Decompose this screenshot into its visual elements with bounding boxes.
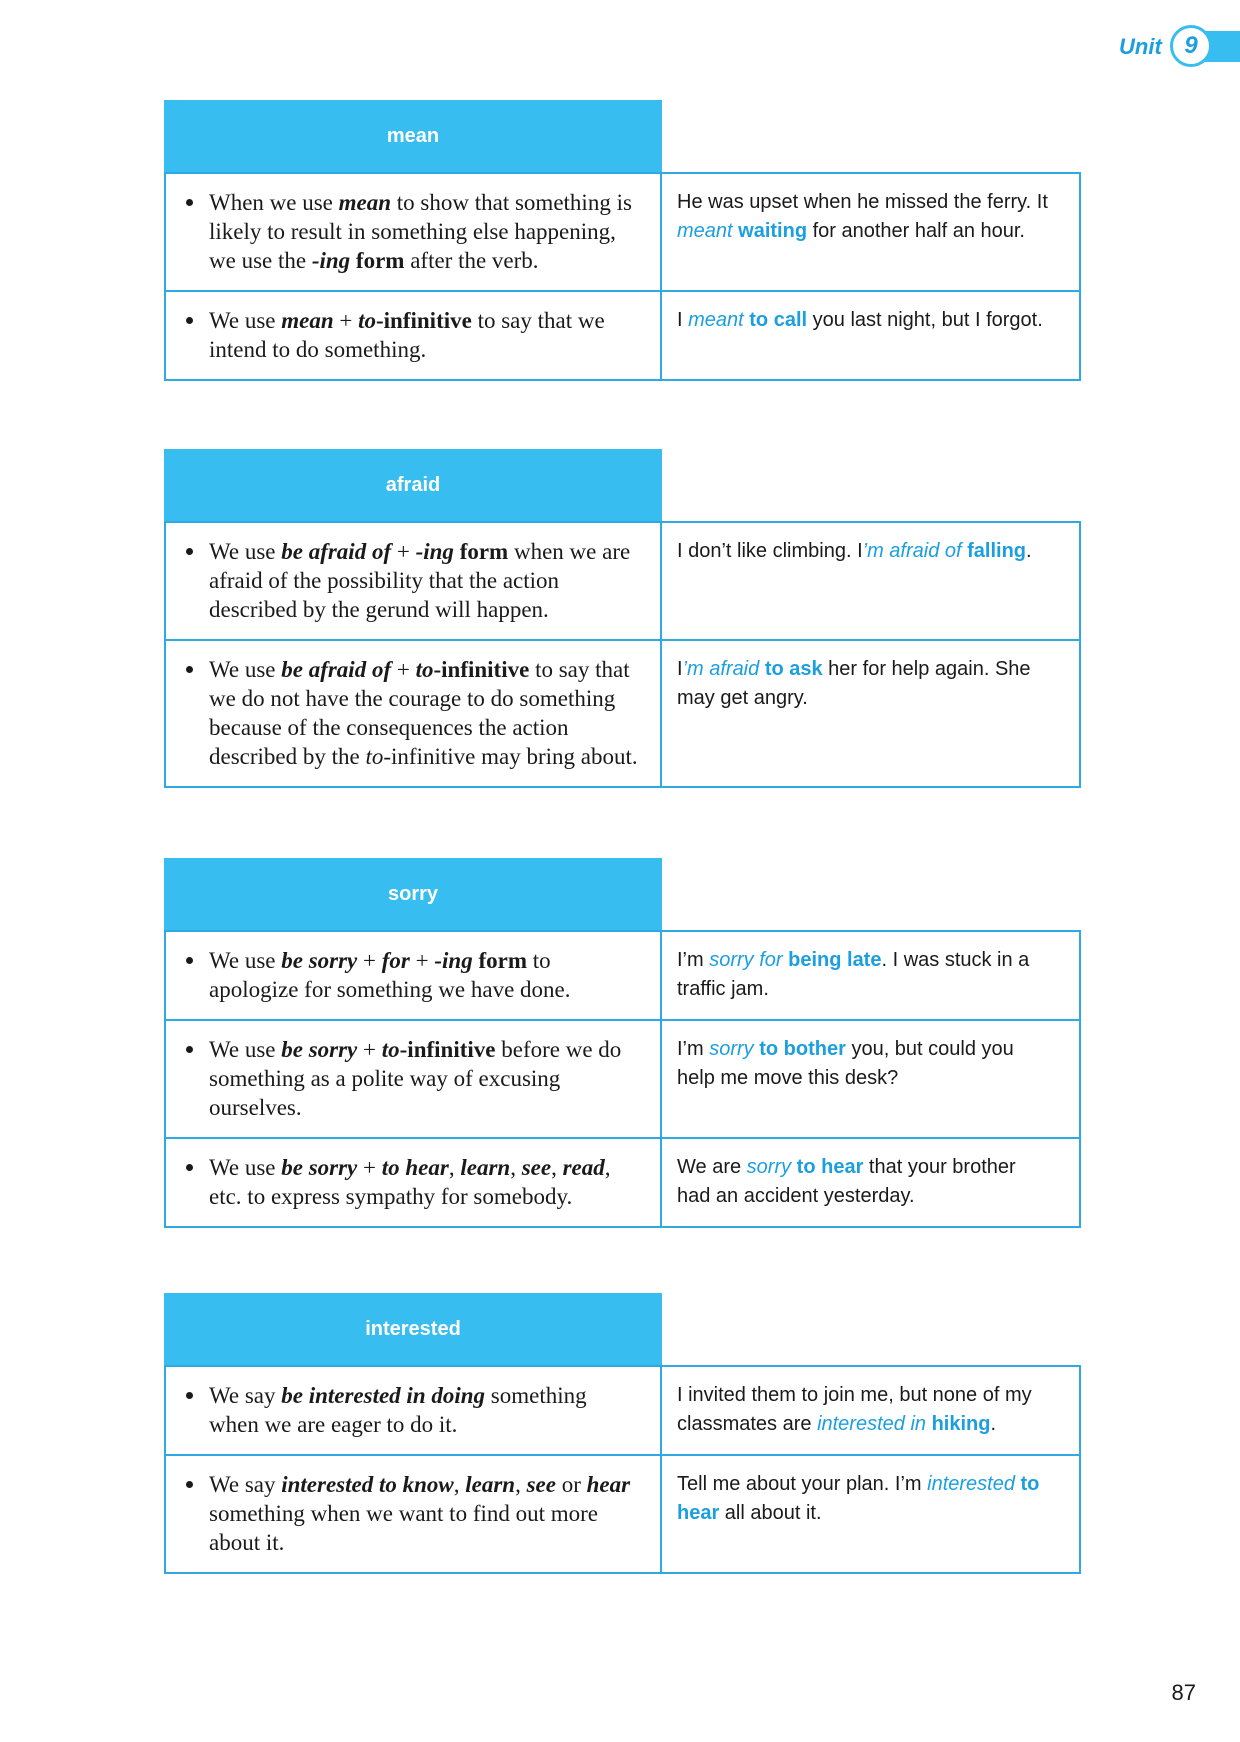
- rule-text-block: [209, 1470, 660, 1557]
- rule-text: We use: [209, 308, 282, 333]
- example-line: [677, 1381, 1079, 1410]
- highlighted-phrase: to hear: [791, 1156, 864, 1178]
- highlighted-phrase: meant: [677, 220, 733, 242]
- rule-cell: [166, 1139, 662, 1226]
- section-title: interested: [365, 1318, 461, 1340]
- example-text: He was upset when he missed the ferry. It: [677, 191, 1048, 213]
- rule-text: +: [391, 657, 416, 682]
- section-title: sorry: [387, 883, 439, 905]
- rule-text: ,: [510, 1155, 522, 1180]
- usage-table: [164, 1365, 1081, 1574]
- page-number: 87: [1171, 1680, 1196, 1705]
- example-line: [677, 975, 1079, 1004]
- rule-text: something as a polite way of excusing: [209, 1066, 561, 1091]
- example-cell: [662, 932, 1079, 1019]
- pattern-keyword: learn: [465, 1472, 516, 1497]
- pattern-keyword: -infinitive: [433, 657, 530, 682]
- rule-text: to say that: [529, 657, 630, 682]
- example-text: .: [1026, 540, 1032, 562]
- rule-text: ,: [551, 1155, 563, 1180]
- rule-cell: [166, 1367, 662, 1454]
- bullet-icon: [186, 199, 193, 206]
- example-text: you, but could you: [845, 1038, 1014, 1060]
- example-text: all about it.: [719, 1502, 822, 1524]
- rule-line: [209, 566, 660, 595]
- rule-line: [209, 655, 660, 684]
- example-text: had an accident yesterday.: [677, 1185, 915, 1207]
- highlighted-phrase: being late: [782, 949, 882, 971]
- highlighted-phrase: sorry: [709, 1038, 754, 1060]
- rule-text: +: [391, 539, 416, 564]
- bullet-icon: [186, 317, 193, 324]
- rule-text-block: [209, 655, 660, 771]
- rule-text: to: [526, 948, 551, 973]
- usage-table: [164, 521, 1081, 788]
- rule-line: [209, 217, 660, 246]
- table-row: [166, 1456, 1079, 1574]
- section-interested: [164, 1293, 1081, 1574]
- highlighted-phrase: meant: [688, 309, 744, 331]
- section-title: mean: [386, 125, 440, 147]
- example-text: Tell me about your plan. I’m: [677, 1473, 928, 1495]
- bullet-icon: [186, 957, 193, 964]
- rule-text: intend to do something.: [209, 337, 427, 362]
- rule-text: etc. to express sympathy for somebody.: [209, 1184, 573, 1209]
- highlighted-phrase: to: [1014, 1473, 1040, 1495]
- highlighted-phrase: to ask: [759, 658, 823, 680]
- rule-text: We use: [209, 948, 282, 973]
- rule-line: [209, 713, 660, 742]
- rule-text: before we do: [495, 1037, 622, 1062]
- rule-text: +: [357, 948, 382, 973]
- pattern-keyword: form: [453, 539, 509, 564]
- rule-line: [209, 1035, 660, 1064]
- example-line: [677, 684, 1079, 713]
- rule-line: [209, 1153, 660, 1182]
- rule-text: when we are: [508, 539, 631, 564]
- table-row: [166, 641, 1079, 788]
- example-cell: [662, 1021, 1079, 1137]
- rule-line: [209, 1470, 660, 1499]
- rule-line: [209, 595, 660, 624]
- example-line: [677, 1064, 1079, 1093]
- rule-line: [209, 946, 660, 975]
- bullet-icon: [186, 1164, 193, 1171]
- example-line: [677, 1153, 1079, 1182]
- example-text: I: [677, 658, 683, 680]
- highlighted-phrase: sorry for: [709, 949, 783, 971]
- pattern-keyword: be sorry: [281, 1155, 358, 1180]
- rule-text-block: [209, 1381, 660, 1439]
- rule-text: we do not have the courage to do something: [209, 686, 616, 711]
- highlighted-phrase: ’m afraid of: [862, 540, 962, 562]
- rule-text: described by the: [209, 744, 366, 769]
- example-cell: [662, 641, 1079, 786]
- rule-text-block: [209, 537, 660, 624]
- rule-text: after the verb.: [404, 248, 539, 273]
- example-text: may get angry.: [677, 687, 808, 709]
- table-row: [166, 174, 1079, 292]
- rule-text: We use: [209, 657, 282, 682]
- rule-line: [209, 742, 660, 771]
- example-text: I don’t like climbing. I: [677, 540, 863, 562]
- rule-text: when we are eager to do it.: [209, 1412, 458, 1437]
- pattern-keyword: hear: [586, 1472, 631, 1497]
- example-line: [677, 1499, 1079, 1528]
- table-row: [166, 1367, 1079, 1456]
- example-line: [677, 217, 1079, 246]
- pattern-keyword: form: [350, 248, 405, 273]
- example-line: [677, 188, 1079, 217]
- rule-text: because of the consequences the action: [209, 715, 569, 740]
- pattern-keyword: be sorry: [281, 1037, 358, 1062]
- usage-table: [164, 172, 1081, 381]
- highlighted-phrase: to call: [743, 309, 808, 331]
- example-text: I invited them to join me, but none of my: [677, 1384, 1032, 1406]
- example-text: that your brother: [863, 1156, 1016, 1178]
- rule-line: [209, 1064, 660, 1093]
- pattern-keyword: read: [562, 1155, 605, 1180]
- bullet-icon: [186, 666, 193, 673]
- rule-line: [209, 1410, 660, 1439]
- example-line: [677, 537, 1079, 566]
- example-text: classmates are: [677, 1413, 818, 1435]
- section-afraid: [164, 449, 1081, 788]
- rule-text: ,: [515, 1472, 527, 1497]
- highlighted-phrase: interested: [927, 1473, 1015, 1495]
- bullet-icon: [186, 548, 193, 555]
- highlighted-phrase: sorry: [746, 1156, 792, 1178]
- rule-cell: [166, 523, 662, 639]
- pattern-keyword: be afraid of: [281, 657, 392, 682]
- rule-line: [209, 684, 660, 713]
- rule-text: about it.: [209, 1530, 285, 1555]
- table-row: [166, 523, 1079, 641]
- example-text: .: [990, 1413, 997, 1435]
- rule-cell: [166, 1456, 662, 1572]
- highlighted-phrase: interested in: [817, 1413, 927, 1435]
- example-line: [677, 1470, 1079, 1499]
- rule-line: [209, 246, 660, 275]
- example-text: traffic jam.: [677, 978, 769, 1000]
- rule-text: described by the gerund will happen.: [209, 597, 549, 622]
- section-mean: [164, 100, 1081, 381]
- rule-line: [209, 335, 660, 364]
- highlighted-phrase: falling: [961, 540, 1027, 562]
- example-cell: [662, 1456, 1079, 1572]
- rule-text: apologize for something we have done.: [209, 977, 571, 1002]
- rule-text-block: [209, 188, 660, 275]
- example-line: [677, 1410, 1079, 1439]
- rule-text: +: [357, 1037, 382, 1062]
- pattern-keyword: be sorry: [281, 948, 358, 973]
- rule-text-block: [209, 1153, 660, 1211]
- table-row: [166, 1139, 1079, 1228]
- section-header: [164, 858, 662, 930]
- highlighted-phrase: ’m afraid: [682, 658, 760, 680]
- bullet-icon: [186, 1046, 193, 1053]
- rule-text-block: [209, 1035, 660, 1122]
- table-row: [166, 932, 1079, 1021]
- example-cell: [662, 523, 1079, 639]
- example-text: I’m: [677, 949, 710, 971]
- bullet-icon: [186, 1481, 193, 1488]
- rule-cell: [166, 174, 662, 290]
- example-text: help me move this desk?: [677, 1067, 899, 1089]
- pattern-keyword: see: [526, 1472, 556, 1497]
- rule-text: to say that we: [471, 308, 605, 333]
- rule-text: ourselves.: [209, 1095, 302, 1120]
- rule-line: [209, 1528, 660, 1557]
- rule-line: [209, 1182, 660, 1211]
- highlighted-phrase: hiking: [926, 1413, 991, 1435]
- rule-text: We use: [209, 539, 282, 564]
- pattern-keyword: -infinitive: [399, 1037, 496, 1062]
- pattern-keyword: to: [415, 657, 434, 682]
- example-cell: [662, 292, 1079, 379]
- example-line: [677, 306, 1079, 335]
- rule-text: something: [485, 1383, 587, 1408]
- highlighted-phrase: waiting: [732, 220, 808, 242]
- pattern-keyword: to: [358, 308, 376, 333]
- rule-text: ,: [448, 1155, 461, 1180]
- rule-line: [209, 537, 660, 566]
- pattern-keyword: be interested in doing: [281, 1383, 486, 1408]
- bullet-icon: [186, 1392, 193, 1399]
- highlighted-phrase: hear: [677, 1502, 720, 1524]
- usage-table: [164, 930, 1081, 1228]
- section-title: afraid: [385, 474, 441, 496]
- unit-label: Unit: [1119, 34, 1162, 59]
- rule-text: We use: [209, 1155, 282, 1180]
- example-text: We are: [677, 1156, 747, 1178]
- rule-text-block: [209, 946, 660, 1004]
- pattern-keyword: mean: [281, 308, 334, 333]
- example-cell: [662, 1139, 1079, 1226]
- example-line: [677, 1182, 1079, 1211]
- rule-text: we use the: [209, 248, 312, 273]
- rule-text: We say: [209, 1472, 282, 1497]
- section-header: [164, 449, 662, 521]
- section-sorry: [164, 858, 1081, 1228]
- rule-text: When we use: [209, 190, 339, 215]
- pattern-keyword: see: [521, 1155, 552, 1180]
- rule-text: +: [333, 308, 359, 333]
- rule-line: [209, 306, 660, 335]
- rule-line: [209, 188, 660, 217]
- pattern-keyword: learn: [460, 1155, 511, 1180]
- pattern-keyword: -ing: [434, 948, 473, 973]
- rule-cell: [166, 292, 662, 379]
- example-text: I’m: [677, 1038, 710, 1060]
- example-text: . I was stuck in a: [881, 949, 1030, 971]
- unit-number: 9: [1184, 32, 1198, 59]
- pattern-keyword: interested to know: [281, 1472, 454, 1497]
- rule-text-block: [209, 306, 660, 364]
- rule-text: ,: [604, 1155, 611, 1180]
- pattern-keyword: to: [365, 744, 384, 769]
- rule-text: likely to result in something else happening,: [209, 219, 616, 244]
- pattern-keyword: mean: [338, 190, 392, 215]
- example-text: I: [677, 309, 689, 331]
- rule-cell: [166, 1021, 662, 1137]
- rule-text: We say: [209, 1383, 282, 1408]
- pattern-keyword: -ing: [415, 539, 454, 564]
- rule-cell: [166, 932, 662, 1019]
- example-cell: [662, 1367, 1079, 1454]
- pattern-keyword: form: [472, 948, 527, 973]
- rule-line: [209, 1381, 660, 1410]
- section-header: [164, 100, 662, 172]
- rule-text: We use: [209, 1037, 282, 1062]
- rule-line: [209, 1499, 660, 1528]
- table-row: [166, 292, 1079, 381]
- pattern-keyword: be afraid of: [281, 539, 392, 564]
- rule-text: ,: [453, 1472, 466, 1497]
- example-line: [677, 946, 1079, 975]
- example-cell: [662, 174, 1079, 290]
- section-header: [164, 1293, 662, 1365]
- pattern-keyword: to hear: [381, 1155, 449, 1180]
- rule-text: something when we want to find out more: [209, 1501, 599, 1526]
- rule-line: [209, 975, 660, 1004]
- rule-line: [209, 1093, 660, 1122]
- rule-text: +: [357, 1155, 382, 1180]
- example-text: you last night, but I forgot.: [807, 309, 1043, 331]
- rule-text: or: [555, 1472, 587, 1497]
- pattern-keyword: to: [381, 1037, 400, 1062]
- example-text: her for help again. She: [822, 658, 1031, 680]
- pattern-keyword: -ing: [311, 248, 351, 273]
- pattern-keyword: for: [381, 948, 410, 973]
- rule-text: -infinitive may bring about.: [383, 744, 638, 769]
- example-line: [677, 1035, 1079, 1064]
- example-line: [677, 655, 1079, 684]
- rule-text: to show that something is: [391, 190, 632, 215]
- highlighted-phrase: to bother: [753, 1038, 846, 1060]
- rule-cell: [166, 641, 662, 786]
- unit-number-badge: [1170, 25, 1212, 67]
- table-row: [166, 1021, 1079, 1139]
- rule-text: afraid of the possibility that the action: [209, 568, 560, 593]
- example-text: for another half an hour.: [807, 220, 1025, 242]
- rule-text: +: [409, 948, 435, 973]
- pattern-keyword: -infinitive: [376, 308, 472, 333]
